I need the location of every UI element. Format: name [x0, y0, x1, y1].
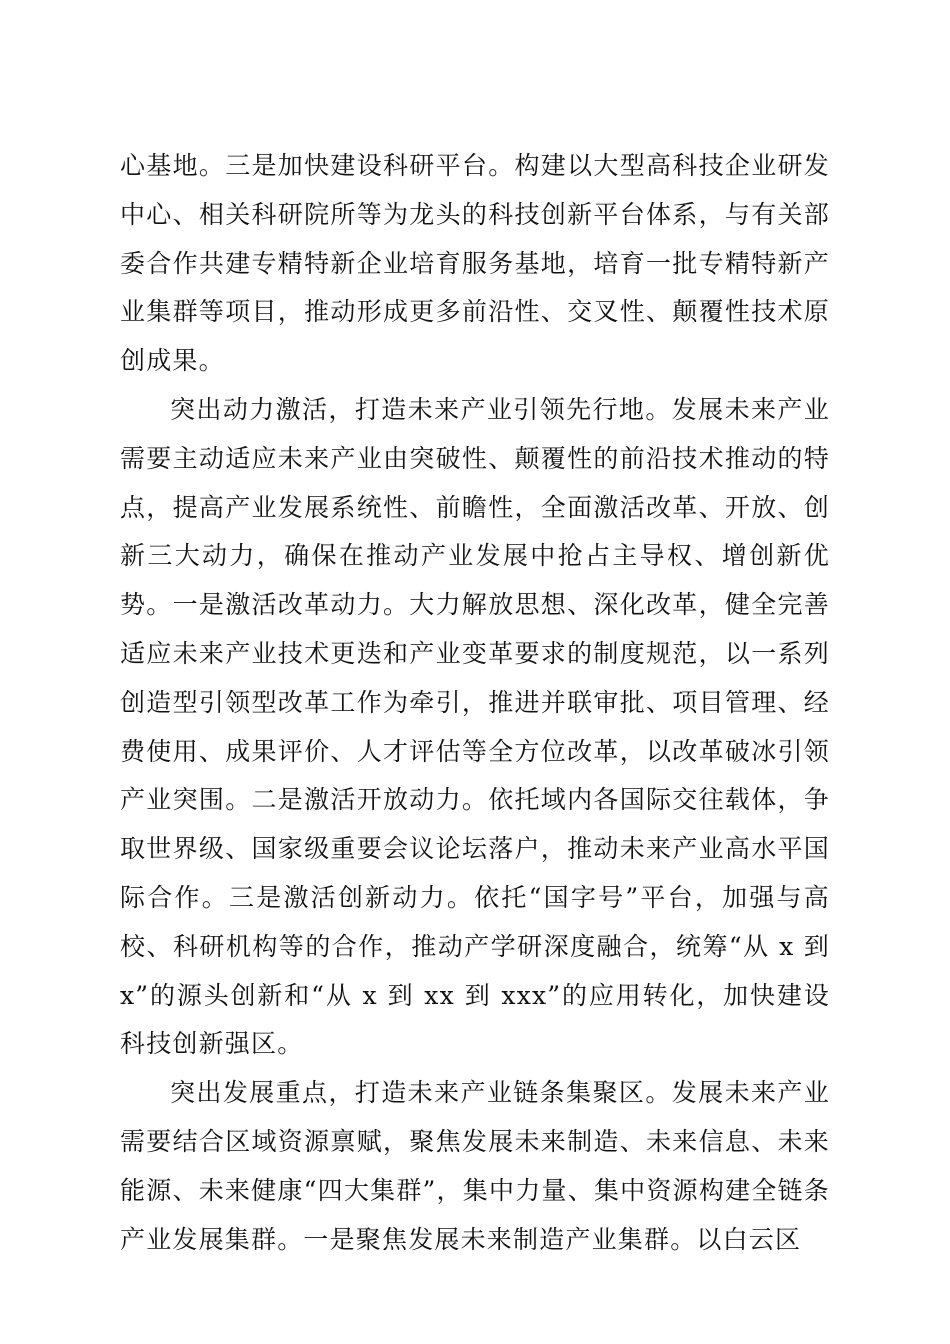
paragraph-development-focus: 突出发展重点，打造未来产业链条集聚区。发展未来产业需要结合区域资源禀赋，聚焦发展未来制造、未来信息、未来能源、未来健康“四大集群”，集中力量、集中资源构建全链条产业发展集群。一是聚焦发展未来制造产业集群。以白云区: [120, 1078, 830, 1254]
paragraph-continued: 心基地。三是加快建设科研平台。构建以大型高科技企业研发中心、相关科研院所等为龙头的科技创新平台体系，与有关部委合作共建专精特新企业培育服务基地，培育一批专精特新产业集群等项目，推动形成更多前沿性、交叉性、颠覆性技术原创成果。: [120, 151, 830, 376]
document-body: [120, 142, 830, 1264]
paragraph-dynamic-activation: 突出动力激活，打造未来产业引领先行地。发展未来产业需要主动适应未来产业由突破性、颠覆性的前沿技术推动的特点，提高产业发展系统性、前瞻性，全面激活改革、开放、创新三大动力，确保在推动产业发展中抢占主导权、增创新优势。一是激活改革动力。大力解放思想、深化改革，健全完善适应未来产业技术更迭和产业变革要求的制度规范，以一系列创造型引领型改革工作为牵引，推进并联审批、项目管理、经费使用、成果评价、人才评估等全方位改革，以改革破冰引领产业突围。二是激活开放动力。依托域内各国际交往载体，争取世界级、国家级重要会议论坛落户，推动未来产业高水平国际合作。三是激活创新动力。依托“国字号”平台，加强与高校、科研机构等的合作，推动产学研深度融合，统筹“从 x 到 x”的源头创新和“从 x 到 xx 到 xxx”的应用转化，加快建设科技创新强区。: [120, 394, 830, 1059]
